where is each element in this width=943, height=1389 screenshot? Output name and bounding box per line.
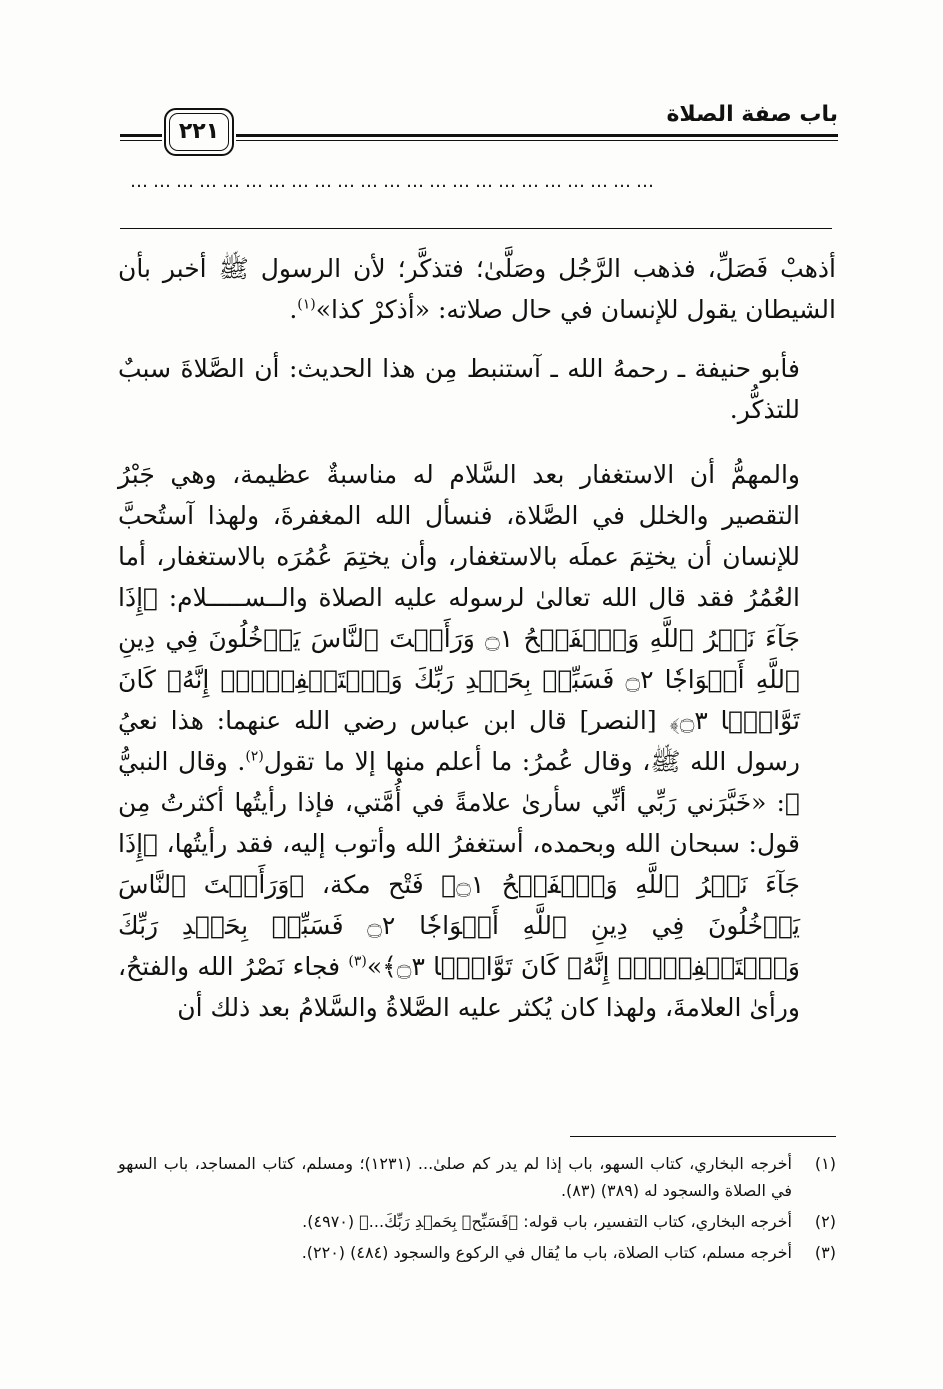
footnote-rule <box>570 1136 836 1137</box>
text-top-rule <box>120 228 832 229</box>
main-text <box>118 248 836 1028</box>
footnotes <box>118 1150 836 1270</box>
paragraph-2: فأبو حنيفة ـ رحمهُ الله ـ آستنبط مِن هذا الحديث: أن الصَّلاةَ سببٌ للتذكُّر. <box>118 354 800 424</box>
footnote-3-number: (٣) <box>814 1243 836 1262</box>
dotted-separator: …………………………………………………………… <box>130 172 659 192</box>
paragraph-3-part-b: . وقال النبيُّ ﷺ: «خَبَّرَني رَبِّي أنِّي سأرىٰ علامةً في أُمَّتي، فإذا رأيتُها أكثرتُ مِن قول: سبحان الله وبحمده، أستغفرُ الله وأتوب إليه، فقد رأيتُها، ﴿إِذَا جَآءَ نَصۡرُ ٱللَّهِ وَٱلۡفَتۡحُ ۝١﴾ فَتْح مكة، ﴿وَرَأَيۡتَ ٱلنَّاسَ يَدۡخُلُونَ فِي دِينِ ٱللَّهِ أَفۡوَاجٗا ۝٢ فَسَبِّحۡ بِحَمۡدِ رَبِّكَ وَٱسۡتَغۡفِرۡهُۚ إِنَّهُۥ كَانَ تَوَّابَۢا ۝٣﴾» <box>118 747 801 981</box>
paragraph-3 <box>118 454 836 1028</box>
footnote-1-number: (١) <box>814 1154 836 1173</box>
paragraph-1-text: أذهبْ فَصَلِّ، فذهب الرَّجُل وصَلَّىٰ؛ فتذكَّر؛ لأن الرسول ﷺ أخبر بأن الشيطان يقول للإنسان في حال صلاته: «أذكرْ كذا» <box>118 254 836 324</box>
footnote-ref-3: (٣) <box>348 953 367 970</box>
footnote-2-number: (٢) <box>814 1212 836 1231</box>
footnote-2 <box>118 1208 836 1235</box>
chapter-title: باب صفة الصلاة <box>666 102 838 127</box>
footnote-ref-1: (١) <box>297 296 316 313</box>
footnote-3 <box>118 1239 836 1266</box>
page-header <box>120 98 838 164</box>
footnote-1 <box>118 1150 836 1204</box>
footnote-1-text: أخرجه البخاري، كتاب السهو، باب إذا لم يدر كم صلىٰ... (١٢٣١)؛ ومسلم، كتاب المساجد، باب السهو في الصلاة والسجود له (٣٨٩) (٨٣). <box>118 1154 792 1200</box>
footnote-ref-2: (٢) <box>245 748 264 765</box>
paragraph-3-part-a: والمهمُّ أن الاستغفار بعد السَّلام له مناسبةٌ عظيمة، وهي جَبْرُ التقصير والخلل في الصَّلاة، فنسأل الله المغفرةَ، ولهذا آستُحبَّ للإنسان أن يختِمَ عملَه بالاستغفار، وأن يختِمَ عُمُرَه بالاستغفار، أما العُمُرُ فقد قال الله تعالىٰ لرسوله عليه الصلاة والــســـــلام: ﴿إِذَا جَآءَ نَصۡرُ ٱللَّهِ وَٱلۡفَتۡحُ ۝١ وَرَأَيۡتَ ٱلنَّاسَ يَدۡخُلُونَ فِي دِينِ ٱللَّهِ أَفۡوَاجٗا ۝٢ فَسَبِّحۡ بِحَمۡدِ رَبِّكَ وَٱسۡتَغۡفِرۡهُۚ إِنَّهُۥ كَانَ تَوَّابَۢا ۝٣﴾ [النصر] قال ابن عباس رضي الله عنهما: هذا نعيُ رسول الله ﷺ، وقال عُمرُ: ما أعلم منها إلا ما تقول <box>118 460 800 776</box>
footnote-3-text: أخرجه مسلم، كتاب الصلاة، باب ما يُقال في الركوع والسجود (٤٨٤) (٢٢٠). <box>301 1243 792 1262</box>
footnote-2-text: أخرجه البخاري، كتاب التفسير، باب قوله: ﴿فَسَبِّحۡ بِحَمۡدِ رَبِّكَ...﴾ (٤٩٧٠). <box>302 1212 792 1231</box>
paragraph-1-end: . <box>289 295 298 324</box>
page-number: ٢٢١ <box>164 108 234 156</box>
paragraph-3-part-c: فجاء نَصْرُ الله والفتحُ، ورأىٰ العلامةَ، ولهذا كان يُكثر عليه الصَّلاةُ والسَّلامُ بعد ذلك أن <box>118 952 800 1022</box>
paragraph-1 <box>118 248 836 330</box>
